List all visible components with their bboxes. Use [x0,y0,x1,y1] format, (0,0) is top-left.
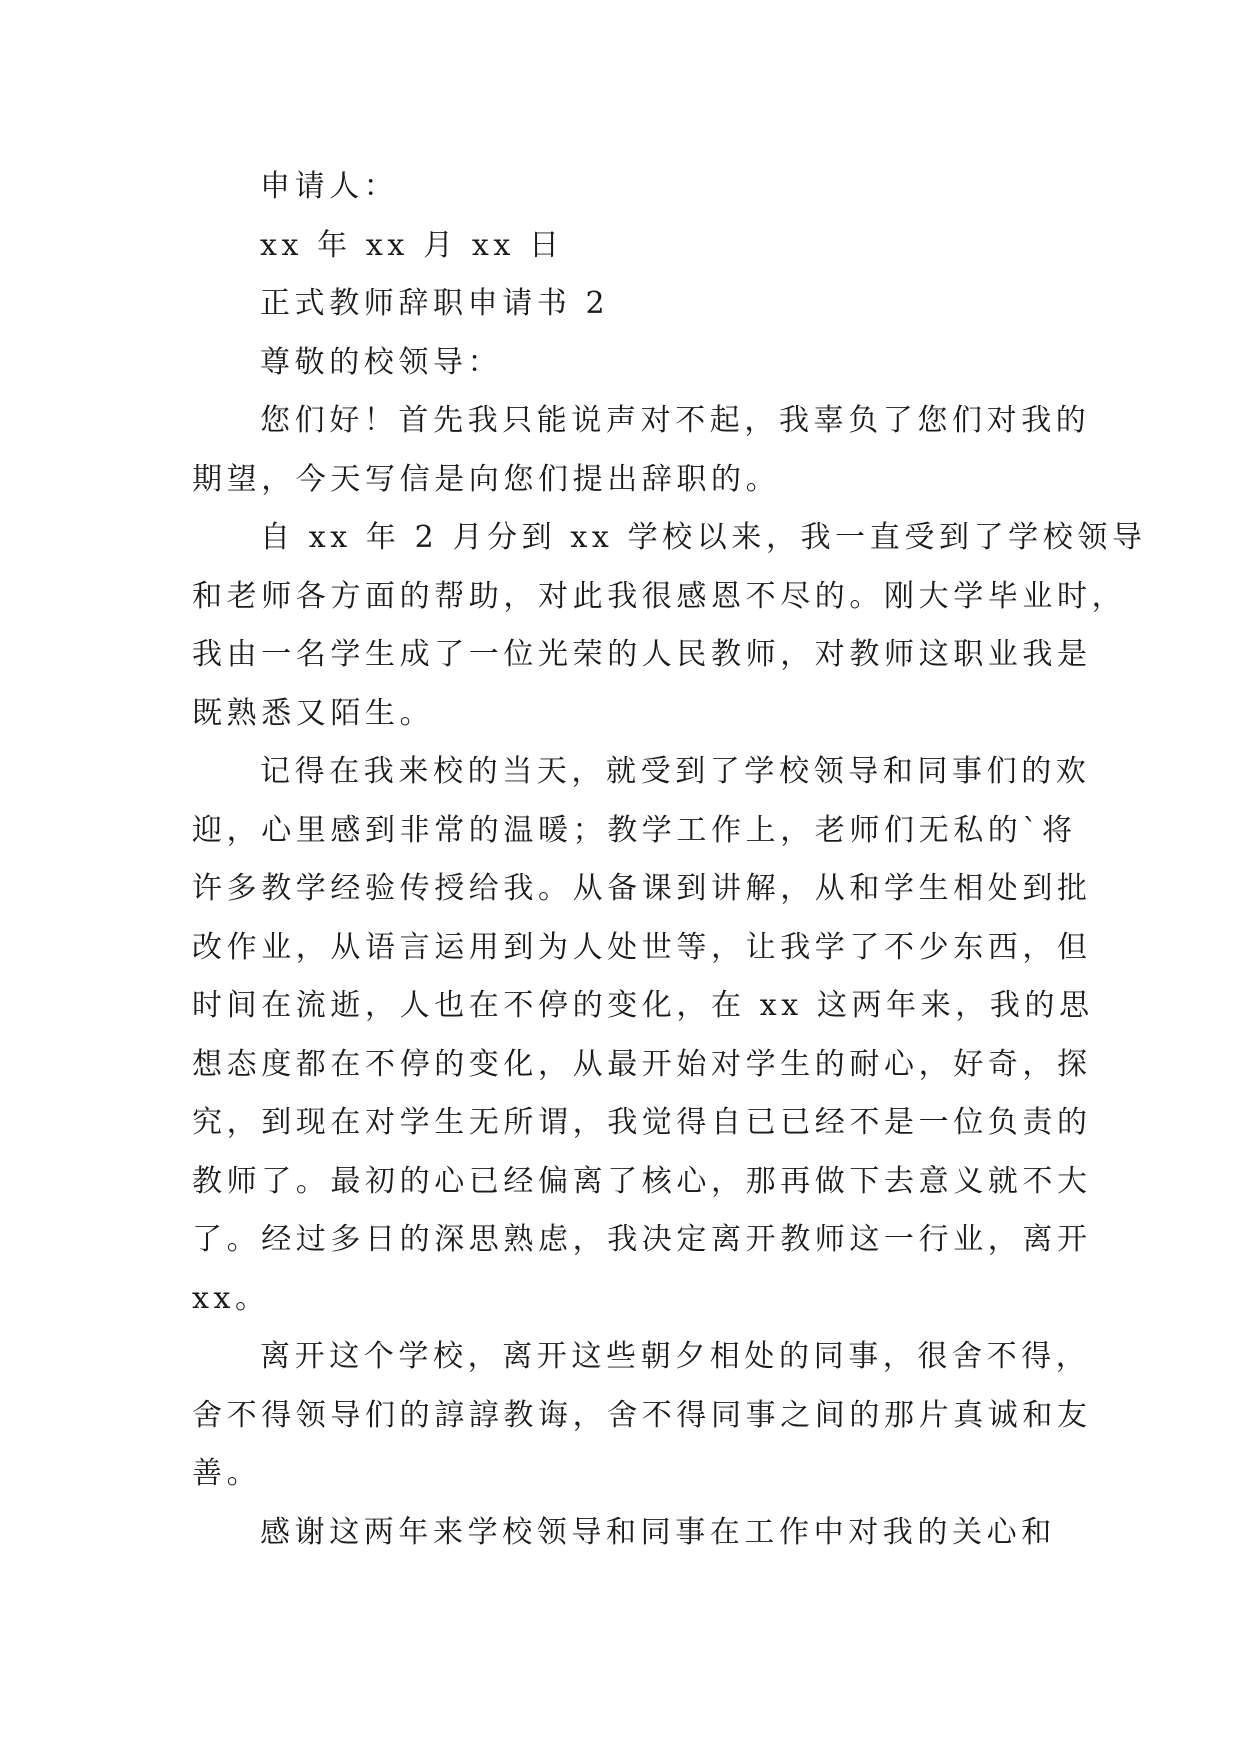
body-line: xx。 [192,1280,270,1316]
signature-date: xx 年 xx 月 xx 日 [260,227,564,263]
body-line: 究，到现在对学生无所谓，我觉得自已已经不是一位负责的 [192,1105,1092,1140]
body-line: 迎，心里感到非常的温暖；教学工作上，老师们无私的`将 [192,812,1077,848]
body-line: 教师了。最初的心已经偏离了核心，那再做下去意义就不大 [192,1163,1092,1199]
body-line: 时间在流逝，人也在不停的变化，在 xx 这两年来，我的思 [192,988,1094,1023]
body-line: 我由一名学生成了一位光荣的人民教师，对教师这职业我是 [192,637,1092,672]
document-body [192,158,1147,1562]
body-line: 自 xx 年 2 月分到 xx 学校以来，我一直受到了学校领导 [260,520,1147,555]
body-line: 了。经过多日的深思熟虑，我决定离开教师这一行业，离开 [192,1222,1092,1257]
body-line: 感谢这两年来学校领导和同事在工作中对我的关心和 [260,1514,1056,1550]
body-line: 期望，今天写信是向您们提出辞职的。 [192,461,781,497]
body-line: 善。 [192,1456,262,1491]
body-line: 改作业，从语言运用到为人处世等，让我学了不少东西，但 [192,929,1092,965]
body-line: 许多教学经验传授给我。从备课到讲解，从和学生相处到批 [192,871,1092,906]
body-line: 想态度都在不停的变化，从最开始对学生的耐心，好奇，探 [192,1046,1092,1082]
signature-applicant-label: 申请人： [260,169,399,204]
salutation: 尊敬的校领导： [260,344,503,380]
body-line: 和老师各方面的帮助，对此我很感恩不尽的。刚大学毕业时， [192,578,1127,614]
body-line: 离开这个学校，离开这些朝夕相处的同事，很舍不得， [260,1339,1091,1374]
body-line: 记得在我来校的当天，就受到了学校领导和同事们的欢 [260,754,1091,789]
letter-title: 正式教师辞职申请书 2 [260,286,610,321]
body-line: 既熟悉又陌生。 [192,695,435,731]
body-line: 舍不得领导们的諄諄教诲，舍不得同事之间的那片真诚和友 [192,1397,1092,1433]
body-line: 您们好！首先我只能说声对不起，我辜负了您们对我的 [260,403,1091,438]
